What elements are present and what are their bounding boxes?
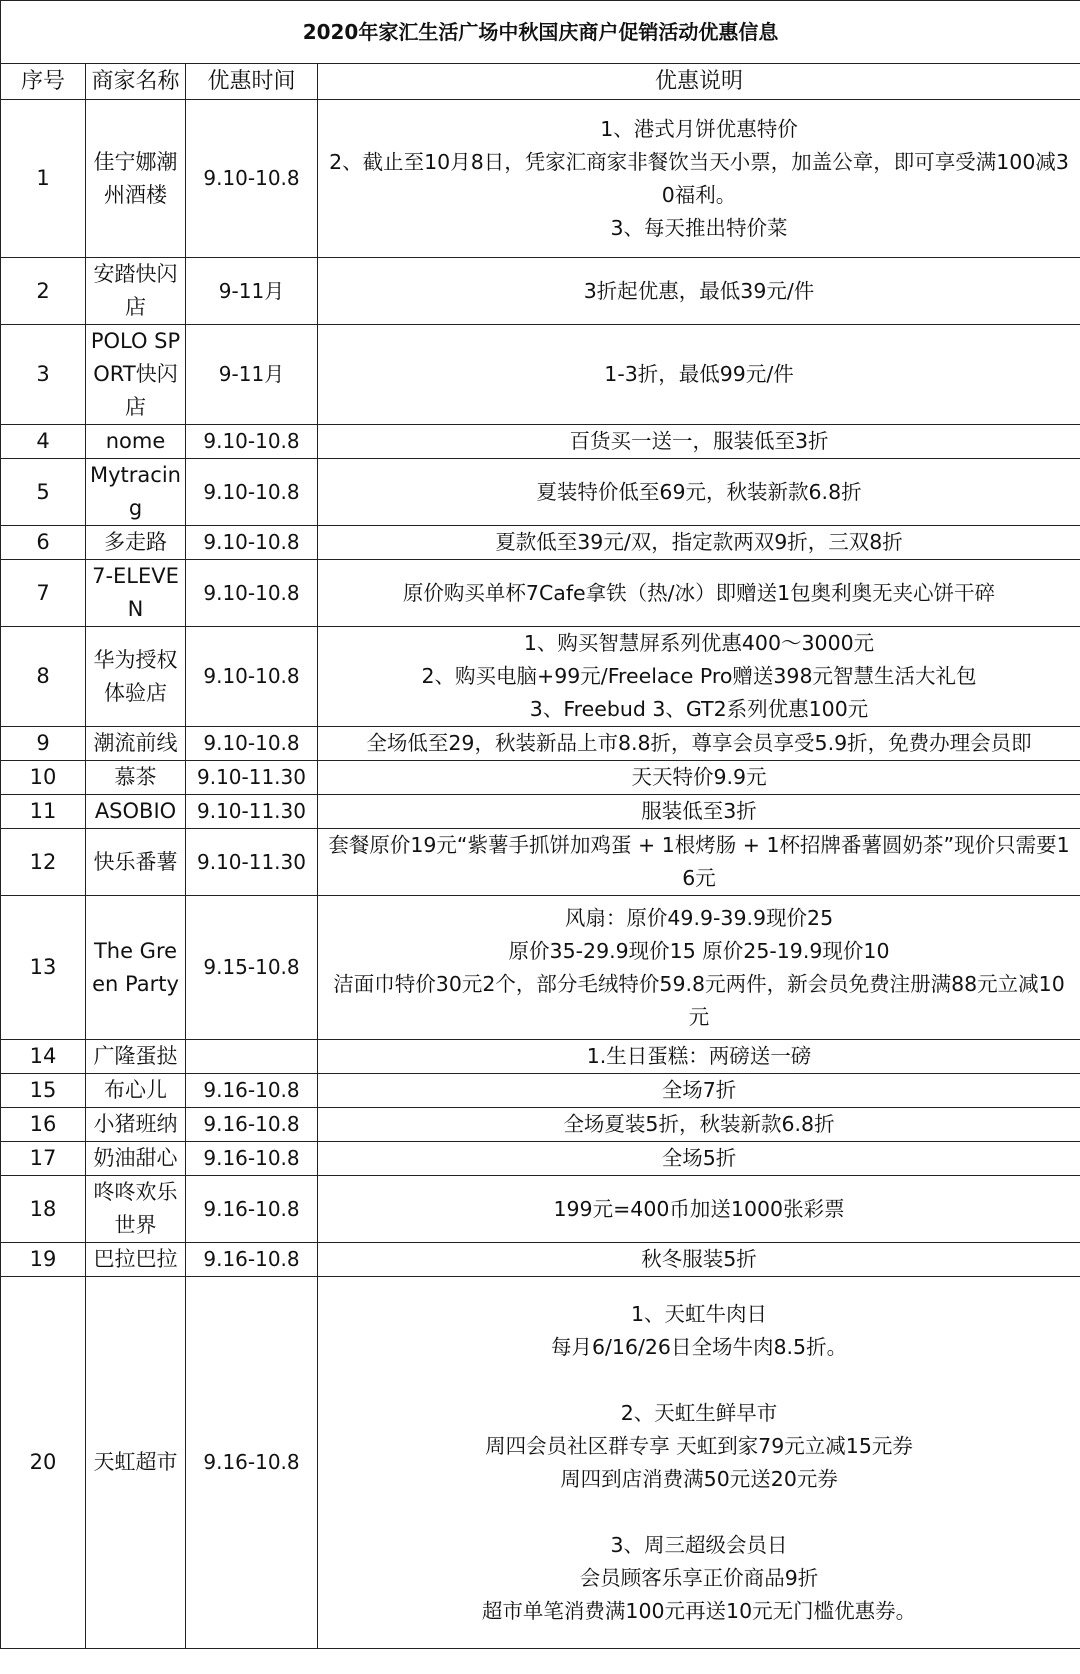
description-line: 全场5折	[661, 1146, 737, 1170]
row-time	[186, 1040, 318, 1074]
row-description	[318, 325, 1080, 425]
row-description	[318, 258, 1080, 325]
row-description	[318, 526, 1080, 560]
description-line: 原价购买单杯7Cafe拿铁（热/冰）即赠送1包奥利奥无夹心饼干碎	[402, 580, 996, 605]
row-index: 2	[1, 258, 86, 325]
description-line: 套餐原价19元“紫薯手抓饼加鸡蛋 + 1根烤肠 + 1杯招牌番薯圆奶茶”现价只需要16元	[328, 833, 1070, 890]
row-time: 9.10-11.30	[186, 829, 318, 896]
table-row	[1, 560, 1080, 627]
table-row	[1, 526, 1080, 560]
row-time: 9.10-11.30	[186, 761, 318, 795]
row-merchant: 多走路	[86, 526, 186, 560]
description-line: 每月6/16/26日全场牛肉8.5折。	[550, 1334, 848, 1359]
description-line: 全场夏装5折，秋装新款6.8折	[563, 1112, 835, 1136]
description-line: 百货买一送一，服装低至3折	[569, 429, 829, 453]
table-row	[1, 1074, 1080, 1108]
row-time: 9.16-10.8	[186, 1074, 318, 1108]
row-time: 9.16-10.8	[186, 1108, 318, 1142]
row-time: 9.16-10.8	[186, 1277, 318, 1649]
row-index: 8	[1, 627, 86, 727]
table-row	[1, 325, 1080, 425]
row-description	[318, 896, 1080, 1040]
description-line: 1-3折，最低99元/件	[604, 362, 794, 386]
row-merchant: nome	[86, 425, 186, 459]
row-time: 9.10-10.8	[186, 627, 318, 727]
row-merchant: 天虹超市	[86, 1277, 186, 1649]
description-line: 秋冬服装5折	[641, 1247, 757, 1271]
row-merchant: 广隆蛋挞	[86, 1040, 186, 1074]
row-index: 20	[1, 1277, 86, 1649]
row-time: 9-11月	[186, 258, 318, 325]
description-line: 2、购买电脑+99元/Freelace Pro赠送398元智慧生活大礼包	[421, 664, 977, 688]
description-line: 服装低至3折	[641, 799, 757, 823]
description-line: 3、周三超级会员日	[610, 1532, 788, 1557]
table-row	[1, 627, 1080, 727]
row-merchant: 布心儿	[86, 1074, 186, 1108]
row-index: 18	[1, 1176, 86, 1243]
row-index: 3	[1, 325, 86, 425]
description-line: 1、购买智慧屏系列优惠400～3000元	[523, 631, 875, 655]
description-line: 3、Freebud 3、GT2系列优惠100元	[529, 697, 869, 721]
table-row	[1, 100, 1080, 258]
description-line: 会员顾客乐享正价商品9折	[579, 1565, 819, 1590]
row-description	[318, 100, 1080, 258]
table-row	[1, 258, 1080, 325]
description-line	[324, 1496, 1074, 1529]
table-row	[1, 1142, 1080, 1176]
row-index: 17	[1, 1142, 86, 1176]
row-time: 9-11月	[186, 325, 318, 425]
row-index: 5	[1, 459, 86, 526]
description-line: 2、天虹生鲜早市	[620, 1400, 778, 1425]
description-line: 1、港式月饼优惠特价	[600, 116, 798, 141]
table-row	[1, 761, 1080, 795]
row-description	[318, 1243, 1080, 1277]
row-index: 15	[1, 1074, 86, 1108]
row-description	[318, 1176, 1080, 1243]
row-merchant: 华为授权体验店	[86, 627, 186, 727]
row-time: 9.10-10.8	[186, 425, 318, 459]
row-merchant: 奶油甜心	[86, 1142, 186, 1176]
row-merchant: 潮流前线	[86, 727, 186, 761]
description-line: 超市单笔消费满100元再送10元无门槛优惠券。	[481, 1598, 917, 1623]
row-index: 10	[1, 761, 86, 795]
header-time: 优惠时间	[186, 64, 318, 100]
row-description	[318, 459, 1080, 526]
description-line: 夏装特价低至69元，秋装新款6.8折	[536, 479, 862, 504]
table-row	[1, 727, 1080, 761]
row-time: 9.16-10.8	[186, 1142, 318, 1176]
row-time: 9.10-10.8	[186, 560, 318, 627]
row-time: 9.10-10.8	[186, 727, 318, 761]
row-merchant: 咚咚欢乐世界	[86, 1176, 186, 1243]
row-index: 6	[1, 526, 86, 560]
row-merchant: 佳宁娜潮州酒楼	[86, 100, 186, 258]
row-time: 9.16-10.8	[186, 1176, 318, 1243]
row-merchant: 巴拉巴拉	[86, 1243, 186, 1277]
row-index: 14	[1, 1040, 86, 1074]
row-index: 7	[1, 560, 86, 627]
row-merchant: 快乐番薯	[86, 829, 186, 896]
table-row	[1, 795, 1080, 829]
description-line: 1.生日蛋糕：两磅送一磅	[586, 1044, 812, 1068]
description-line: 3、每天推出特价菜	[610, 215, 788, 240]
table-row	[1, 425, 1080, 459]
header-desc: 优惠说明	[318, 64, 1080, 100]
row-description	[318, 627, 1080, 727]
row-description	[318, 829, 1080, 896]
row-merchant: Mytracing	[86, 459, 186, 526]
description-line: 全场7折	[661, 1078, 737, 1102]
row-time: 9.10-10.8	[186, 459, 318, 526]
description-line: 周四到店消费满50元送20元券	[560, 1466, 838, 1491]
table-row	[1, 459, 1080, 526]
row-merchant: 慕茶	[86, 761, 186, 795]
row-description	[318, 1277, 1080, 1649]
row-merchant: POLO SPORT快闪店	[86, 325, 186, 425]
description-line: 夏款低至39元/双，指定款两双9折，三双8折	[495, 530, 903, 554]
row-description	[318, 560, 1080, 627]
table-row	[1, 1243, 1080, 1277]
row-index: 11	[1, 795, 86, 829]
description-line: 洁面巾特价30元2个，部分毛绒特价59.8元两件，新会员免费注册满88元立减10元	[333, 971, 1065, 1029]
row-time: 9.10-10.8	[186, 526, 318, 560]
row-index: 4	[1, 425, 86, 459]
row-description	[318, 1040, 1080, 1074]
description-line: 199元=400币加送1000张彩票	[553, 1196, 845, 1221]
row-time: 9.15-10.8	[186, 896, 318, 1040]
row-merchant: 7-ELEVEN	[86, 560, 186, 627]
header-row	[1, 64, 1080, 100]
row-merchant: 安踏快闪店	[86, 258, 186, 325]
description-line: 风扇：原价49.9-39.9现价25	[564, 905, 834, 930]
table-title: 2020年家汇生活广场中秋国庆商户促销活动优惠信息	[1, 1, 1080, 64]
row-index: 1	[1, 100, 86, 258]
table-row	[1, 1277, 1080, 1649]
title-row	[1, 1, 1080, 64]
header-merchant: 商家名称	[86, 64, 186, 100]
table-row	[1, 1108, 1080, 1142]
row-description	[318, 1108, 1080, 1142]
row-index: 13	[1, 896, 86, 1040]
row-merchant: 小猪班纳	[86, 1108, 186, 1142]
row-description	[318, 727, 1080, 761]
row-time: 9.10-10.8	[186, 100, 318, 258]
description-line: 2、截止至10月8日，凭家汇商家非餐饮当天小票，加盖公章，即可享受满100减30福利。	[329, 149, 1069, 207]
row-description	[318, 1074, 1080, 1108]
row-time: 9.10-11.30	[186, 795, 318, 829]
table-row	[1, 896, 1080, 1040]
table-row	[1, 829, 1080, 896]
header-index: 序号	[1, 64, 86, 100]
description-line: 周四会员社区群专享 天虹到家79元立减15元券	[485, 1433, 913, 1458]
row-index: 16	[1, 1108, 86, 1142]
row-description	[318, 761, 1080, 795]
table-body	[1, 100, 1080, 1649]
table-row	[1, 1176, 1080, 1243]
description-line: 全场低至29，秋装新品上市8.8折，尊享会员享受5.9折，免费办理会员即	[366, 731, 1032, 755]
row-description	[318, 1142, 1080, 1176]
description-line: 1、天虹牛肉日	[631, 1301, 768, 1326]
row-index: 12	[1, 829, 86, 896]
row-index: 9	[1, 727, 86, 761]
row-index: 19	[1, 1243, 86, 1277]
row-time: 9.16-10.8	[186, 1243, 318, 1277]
description-line: 3折起优惠，最低39元/件	[583, 278, 815, 303]
description-line: 天天特价9.9元	[631, 765, 767, 789]
row-merchant: The Green Party	[86, 896, 186, 1040]
row-description	[318, 795, 1080, 829]
table-row	[1, 1040, 1080, 1074]
row-description	[318, 425, 1080, 459]
description-line	[324, 1364, 1074, 1397]
description-line: 原价35-29.9现价15 原价25-19.9现价10	[508, 938, 890, 963]
row-merchant: ASOBIO	[86, 795, 186, 829]
